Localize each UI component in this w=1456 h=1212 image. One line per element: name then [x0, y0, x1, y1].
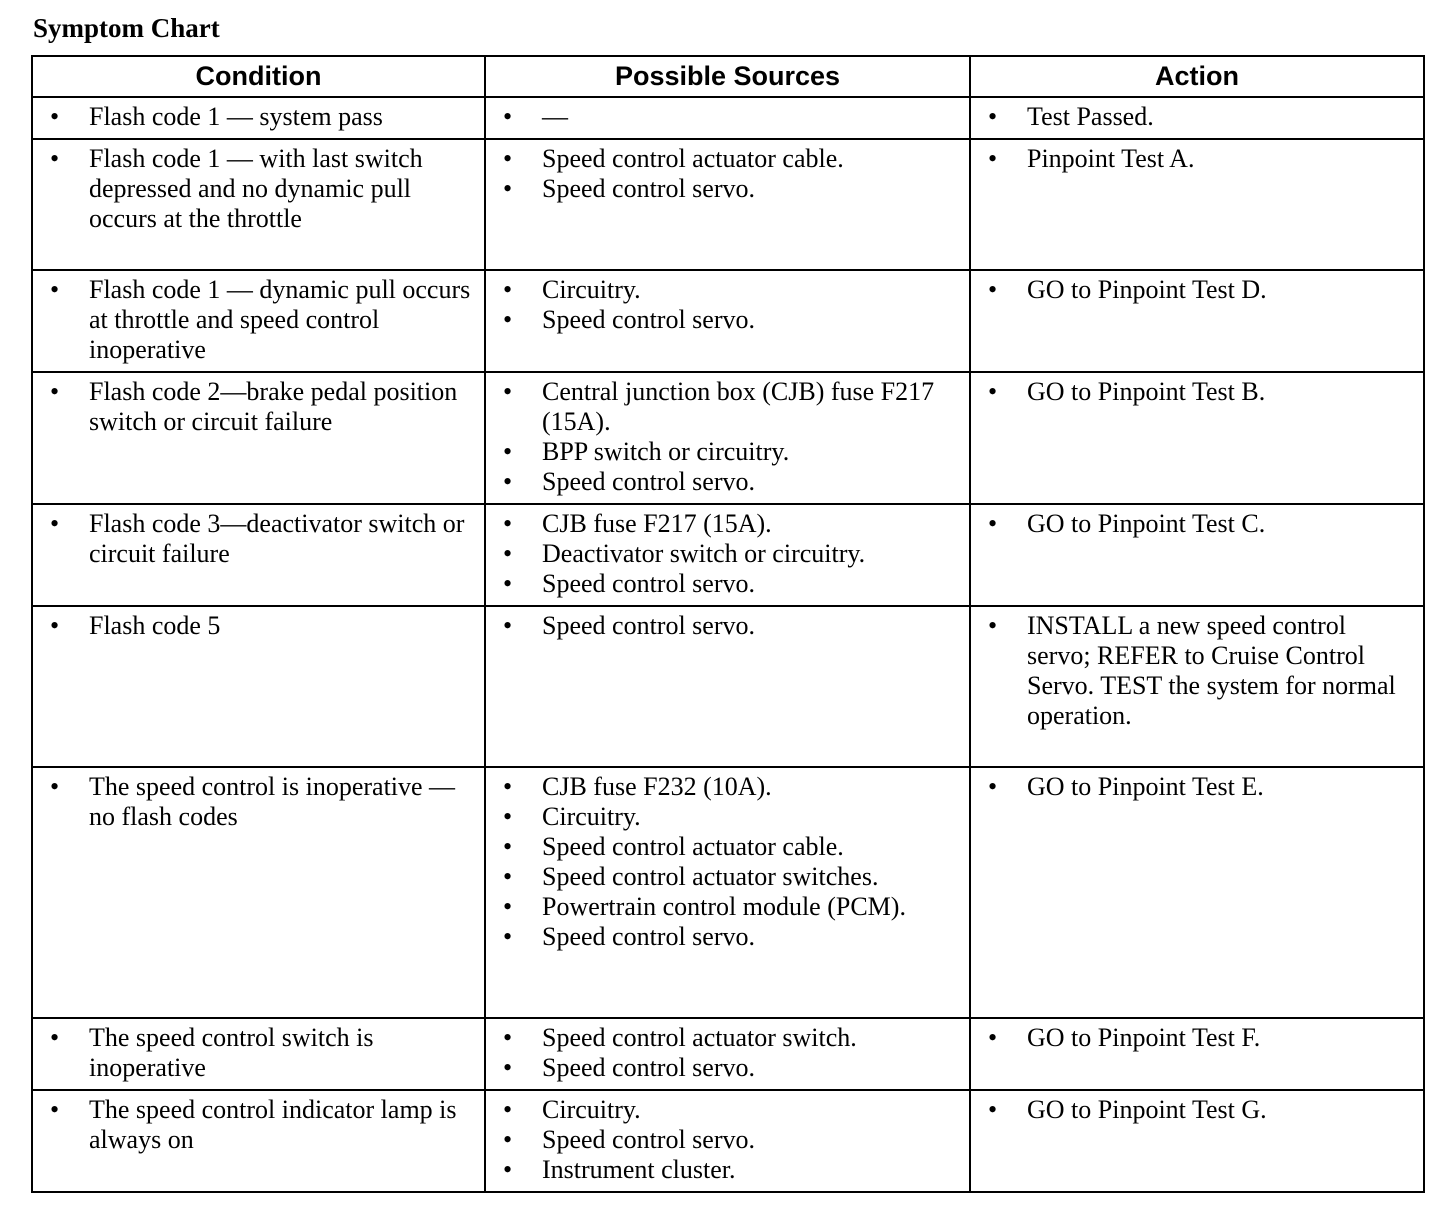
condition-text: • Flash code 3—deactivator switch or circuit failure — [33, 509, 476, 569]
source-item: • Speed control actuator switches. — [486, 862, 961, 892]
action-cell — [970, 270, 1424, 372]
condition-text: • The speed control is inoperative — no flash codes — [33, 772, 476, 832]
action-list — [971, 140, 1423, 180]
action-item: • INSTALL a new speed control servo; REFER to Cruise Control Servo. TEST the system for normal operation. — [971, 611, 1415, 731]
source-item: • Powertrain control module (PCM). — [486, 892, 961, 922]
condition-list — [33, 271, 484, 371]
sources-list — [486, 271, 969, 341]
table-row — [32, 97, 1424, 139]
action-list — [971, 98, 1423, 138]
action-item: • GO to Pinpoint Test F. — [971, 1023, 1415, 1053]
sources-list — [486, 1091, 969, 1191]
condition-text: • Flash code 2—brake pedal position switch or circuit failure — [33, 377, 476, 437]
sources-cell — [485, 767, 970, 1018]
sources-list — [486, 1019, 969, 1089]
sources-list — [486, 98, 969, 138]
source-item: • Speed control servo. — [486, 611, 961, 641]
page-title: Symptom Chart — [33, 13, 220, 43]
source-item: • Circuitry. — [486, 275, 961, 305]
table-row — [32, 372, 1424, 504]
action-cell — [970, 767, 1424, 1018]
source-item: • Speed control servo. — [486, 1125, 961, 1155]
source-item: • Speed control actuator cable. — [486, 832, 961, 862]
source-item: • Circuitry. — [486, 1095, 961, 1125]
source-item: • BPP switch or circuitry. — [486, 437, 961, 467]
condition-list — [33, 607, 484, 647]
sources-list — [486, 768, 969, 958]
action-list — [971, 373, 1423, 413]
table-row — [32, 606, 1424, 767]
source-item: • Speed control actuator switch. — [486, 1023, 961, 1053]
table-body — [32, 97, 1424, 1192]
table-row — [32, 1018, 1424, 1090]
condition-cell — [32, 504, 485, 606]
column-header-possible-sources: Possible Sources — [485, 56, 970, 97]
sources-cell — [485, 606, 970, 767]
source-item: • Speed control actuator cable. — [486, 144, 961, 174]
source-item: • Speed control servo. — [486, 1053, 961, 1083]
condition-cell — [32, 1090, 485, 1192]
action-list — [971, 1019, 1423, 1059]
source-item: • Deactivator switch or circuitry. — [486, 539, 961, 569]
action-item: • Test Passed. — [971, 102, 1415, 132]
condition-list — [33, 768, 484, 838]
action-item: • GO to Pinpoint Test E. — [971, 772, 1415, 802]
sources-list — [486, 140, 969, 210]
condition-text: • The speed control switch is inoperative — [33, 1023, 476, 1083]
action-cell — [970, 97, 1424, 139]
action-item: • GO to Pinpoint Test D. — [971, 275, 1415, 305]
condition-list — [33, 373, 484, 443]
table-row — [32, 767, 1424, 1018]
action-cell — [970, 504, 1424, 606]
source-item: • Speed control servo. — [486, 305, 961, 335]
action-item: • Pinpoint Test A. — [971, 144, 1415, 174]
source-item: • Instrument cluster. — [486, 1155, 961, 1185]
source-item: • Speed control servo. — [486, 569, 961, 599]
condition-cell — [32, 767, 485, 1018]
sources-cell — [485, 270, 970, 372]
action-item: • GO to Pinpoint Test B. — [971, 377, 1415, 407]
condition-text: • Flash code 1 — system pass — [33, 102, 476, 132]
table-row — [32, 139, 1424, 270]
sources-cell — [485, 1090, 970, 1192]
source-item: • Speed control servo. — [486, 467, 961, 497]
table-row — [32, 270, 1424, 372]
sources-cell — [485, 139, 970, 270]
sources-cell — [485, 1018, 970, 1090]
source-item: • Central junction box (CJB) fuse F217 (15A). — [486, 377, 961, 437]
condition-text: • Flash code 5 — [33, 611, 476, 641]
header-row — [32, 56, 1424, 97]
condition-cell — [32, 1018, 485, 1090]
table-header — [32, 56, 1424, 97]
sources-cell — [485, 97, 970, 139]
symptom-table — [31, 55, 1425, 1193]
action-cell — [970, 372, 1424, 504]
condition-list — [33, 505, 484, 575]
source-item: • CJB fuse F232 (10A). — [486, 772, 961, 802]
action-item: • GO to Pinpoint Test C. — [971, 509, 1415, 539]
column-header-action: Action — [970, 56, 1424, 97]
table-row — [32, 504, 1424, 606]
action-cell — [970, 139, 1424, 270]
action-cell — [970, 1090, 1424, 1192]
action-list — [971, 768, 1423, 808]
source-item: • CJB fuse F217 (15A). — [486, 509, 961, 539]
condition-text: • Flash code 1 — dynamic pull occurs at throttle and speed control inoperative — [33, 275, 476, 365]
action-cell — [970, 1018, 1424, 1090]
condition-cell — [32, 372, 485, 504]
source-item: • Speed control servo. — [486, 174, 961, 204]
action-list — [971, 607, 1423, 737]
table-row — [32, 1090, 1424, 1192]
condition-list — [33, 98, 484, 138]
condition-text: • The speed control indicator lamp is always on — [33, 1095, 476, 1155]
sources-list — [486, 373, 969, 503]
sources-list — [486, 607, 969, 647]
source-item: • Speed control servo. — [486, 922, 961, 952]
action-list — [971, 271, 1423, 311]
source-item: • Circuitry. — [486, 802, 961, 832]
condition-cell — [32, 270, 485, 372]
source-item: • — — [486, 102, 961, 132]
condition-list — [33, 1019, 484, 1089]
sources-cell — [485, 504, 970, 606]
condition-cell — [32, 139, 485, 270]
action-list — [971, 1091, 1423, 1131]
action-item: • GO to Pinpoint Test G. — [971, 1095, 1415, 1125]
condition-cell — [32, 606, 485, 767]
condition-text: • Flash code 1 — with last switch depressed and no dynamic pull occurs at the throttle — [33, 144, 476, 234]
condition-list — [33, 1091, 484, 1161]
sources-cell — [485, 372, 970, 504]
condition-cell — [32, 97, 485, 139]
condition-list — [33, 140, 484, 240]
sources-list — [486, 505, 969, 605]
column-header-condition: Condition — [32, 56, 485, 97]
action-cell — [970, 606, 1424, 767]
action-list — [971, 505, 1423, 545]
